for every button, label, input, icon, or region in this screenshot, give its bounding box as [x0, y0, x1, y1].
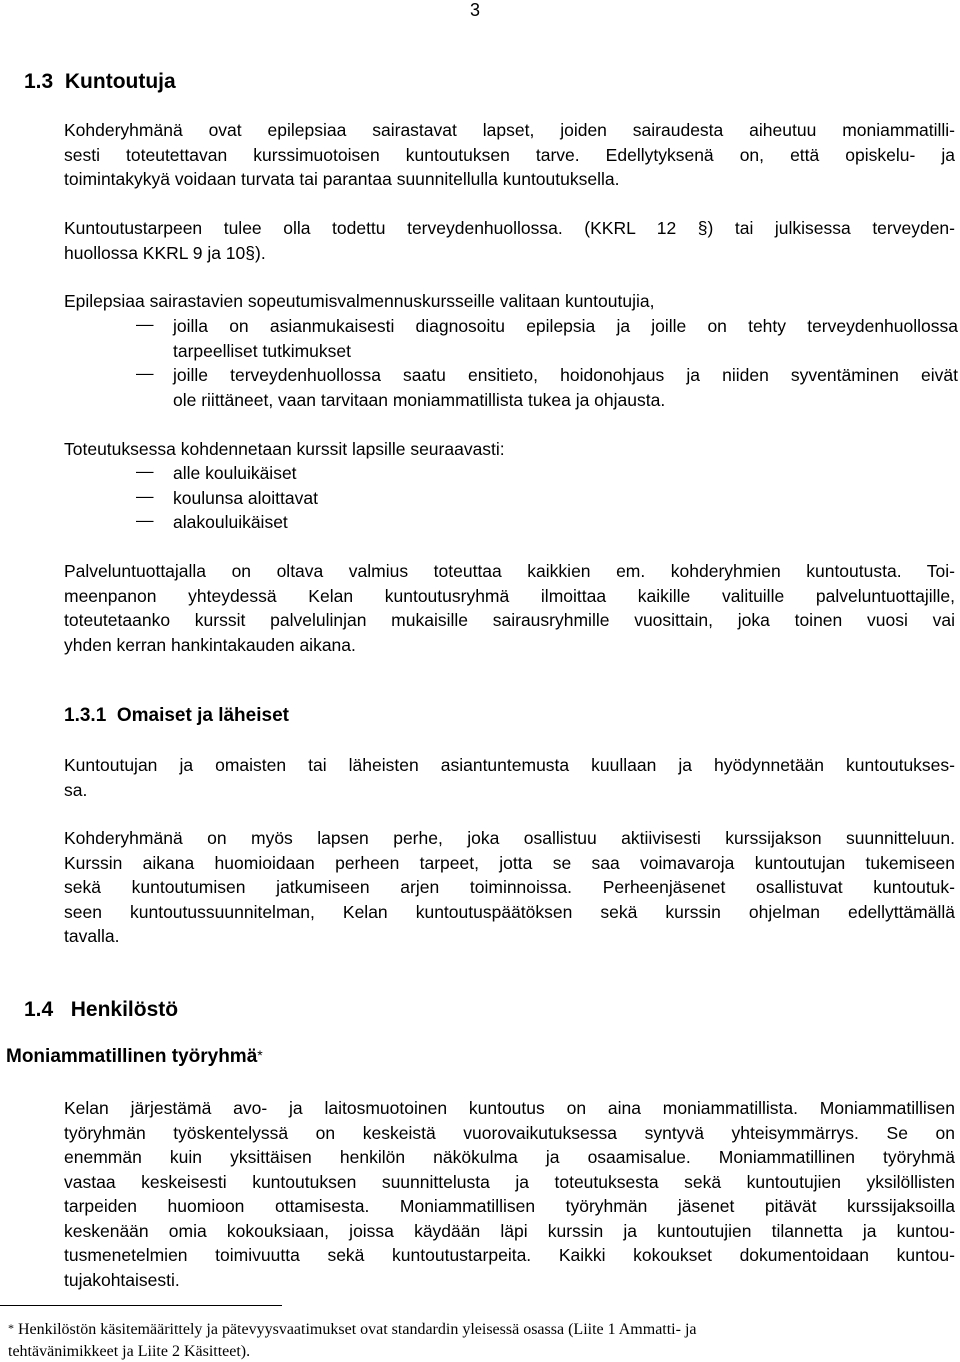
footnote-reference[interactable]: * [257, 1047, 262, 1063]
footnote-rule [0, 1305, 282, 1306]
text-line: joilla on asianmukaisesti diagnosoitu epilepsia ja joille on tehty terveydenhuollossa [173, 314, 958, 339]
text-line: sesti toteutettavan kurssimuotoisen kuntoutuksen tarve. Edellytyksenä on, että opiskelu- ja [64, 143, 955, 168]
footnote [8, 1318, 958, 1362]
dash-bullet: — [136, 363, 154, 384]
text-line: Toteutuksessa kohdennetaan kurssit lapsille seuraavasti: [64, 437, 955, 462]
dash-bullet: — [136, 461, 154, 482]
text-line: seen kuntoutussuunnitelman, Kelan kuntoutuspäätöksen sekä kurssin ohjelman edellyttämällä [64, 900, 955, 925]
text-line: tujakohtaisesti. [64, 1268, 955, 1293]
section-title: Kuntoutuja [65, 70, 176, 93]
list-item [173, 363, 958, 412]
text-line: enemmän kuin yksittäisen henkilön näkökulma ja osaamisalue. Moniammatillinen työryhmä [64, 1145, 955, 1170]
text-line: yhden kerran hankintakauden aikana. [64, 633, 955, 658]
dash-bullet: — [136, 486, 154, 507]
footnote-line: tehtävänimikkeet ja Liite 2 Käsitteet). [8, 1341, 958, 1362]
list-item [173, 314, 958, 363]
list-item: koulunsa aloittavat [173, 486, 958, 511]
text-line: Kuntoutujan ja omaisten tai läheisten asiantuntemusta kuullaan ja hyödynnetään kuntoutukses- [64, 753, 955, 778]
text-line: tarpeelliset tutkimukset [173, 339, 958, 364]
text-line: vastaa keskeisesti kuntoutuksen suunnittelusta ja toteutuksesta sekä kuntoutujien yksilöllisten [64, 1170, 955, 1195]
text-line: Palveluntuottajalla on oltava valmius toteuttaa kaikkien em. kohderyhmien kuntoutusta. Toi- [64, 559, 955, 584]
text-line: toimintakykyä voidaan turvata tai parantaa suunnitellulla kuntoutuksella. [64, 167, 955, 192]
footnote-mark: * [8, 1321, 14, 1335]
text-line: sa. [64, 778, 955, 803]
footnote-line: Henkilöstön käsitemäärittely ja pätevyysvaatimukset ovat standardin yleisessä osassa (Liite 1 Ammatti- ja [18, 1321, 697, 1338]
section-number: 1.3.1 [64, 705, 106, 726]
text-line: Kuntoutustarpeen tulee olla todettu terveydenhuollossa. (KKRL 12 §) tai julkisessa terveyden- [64, 216, 955, 241]
text-line: sekä kuntoutumisen jatkumiseen arjen toiminnoissa. Perheenjäsenet osallistuvat kuntoutuk- [64, 875, 955, 900]
text-line: Kurssin aikana huomioidaan perheen tarpeet, jotta se saa voimavaroja kuntoutujan tukemiseen [64, 851, 955, 876]
list-item: alakouluikäiset [173, 510, 958, 535]
paragraph [64, 437, 955, 462]
section-number: 1.3 [24, 70, 53, 93]
paragraph [64, 289, 955, 314]
section-heading-1-4 [24, 998, 178, 1022]
text-line: toteutetaanko kurssit palvelulinjan mukaisille sairausryhmille vuosittain, joka toinen vuosi vai [64, 608, 955, 633]
text-line: Kohderyhmänä ovat epilepsiaa sairastavat lapset, joiden sairaudesta aiheutuu moniammatilli- [64, 118, 955, 143]
dash-bullet: — [136, 314, 154, 335]
paragraph [64, 1096, 955, 1292]
text-line: meenpanon yhteydessä Kelan kuntoutusryhmä ilmoittaa kaikille valituille palveluntuottajille, [64, 584, 955, 609]
subheading [6, 1046, 263, 1068]
list-item: alle kouluikäiset [173, 461, 958, 486]
subheading-text: Moniammatillinen työryhmä [6, 1046, 257, 1067]
text-line: tarpeiden huomioon ottamisesta. Moniammatillisen työryhmän jäsenet pitävät kurssijaksoilla [64, 1194, 955, 1219]
paragraph [64, 559, 955, 657]
text-line: työryhmän työskentelyssä on keskeistä vuorovaikutuksessa syntyvä yhteisymmärrys. Se on [64, 1121, 955, 1146]
text-line: Kelan järjestämä avo- ja laitosmuotoinen kuntoutus on aina moniammatillista. Moniammatillisen [64, 1096, 955, 1121]
section-title: Henkilöstö [71, 998, 178, 1021]
dash-bullet: — [136, 510, 154, 531]
paragraph [64, 826, 955, 949]
paragraph [64, 118, 955, 192]
text-line: tavalla. [64, 924, 955, 949]
section-heading-1-3-1 [64, 705, 289, 727]
page-number: 3 [470, 0, 480, 21]
text-line: joille terveydenhuollossa saatu ensitieto, hoidonohjaus ja niiden syventäminen eivät [173, 363, 958, 388]
section-title: Omaiset ja läheiset [117, 705, 289, 726]
text-line: huollossa KKRL 9 ja 10§). [64, 241, 955, 266]
text-line: tusmenetelmien toimivuutta sekä kuntoutustarpeita. Kaikki kokoukset dokumentoidaan kuntou- [64, 1243, 955, 1268]
text-line: Epilepsiaa sairastavien sopeutumisvalmennuskursseille valitaan kuntoutujia, [64, 289, 955, 314]
text-line: Kohderyhmänä on myös lapsen perhe, joka osallistuu aktiivisesti kurssijakson suunnitteluun. [64, 826, 955, 851]
paragraph [64, 753, 955, 802]
text-line: ole riittäneet, vaan tarvitaan moniammatillista tukea ja ohjausta. [173, 388, 958, 413]
text-line: keskenään omia kokouksiaan, joissa käydään läpi kurssin ja kuntoutujien tilannetta ja kuntou- [64, 1219, 955, 1244]
section-heading-1-3 [24, 70, 176, 94]
section-number: 1.4 [24, 998, 53, 1021]
paragraph [64, 216, 955, 265]
